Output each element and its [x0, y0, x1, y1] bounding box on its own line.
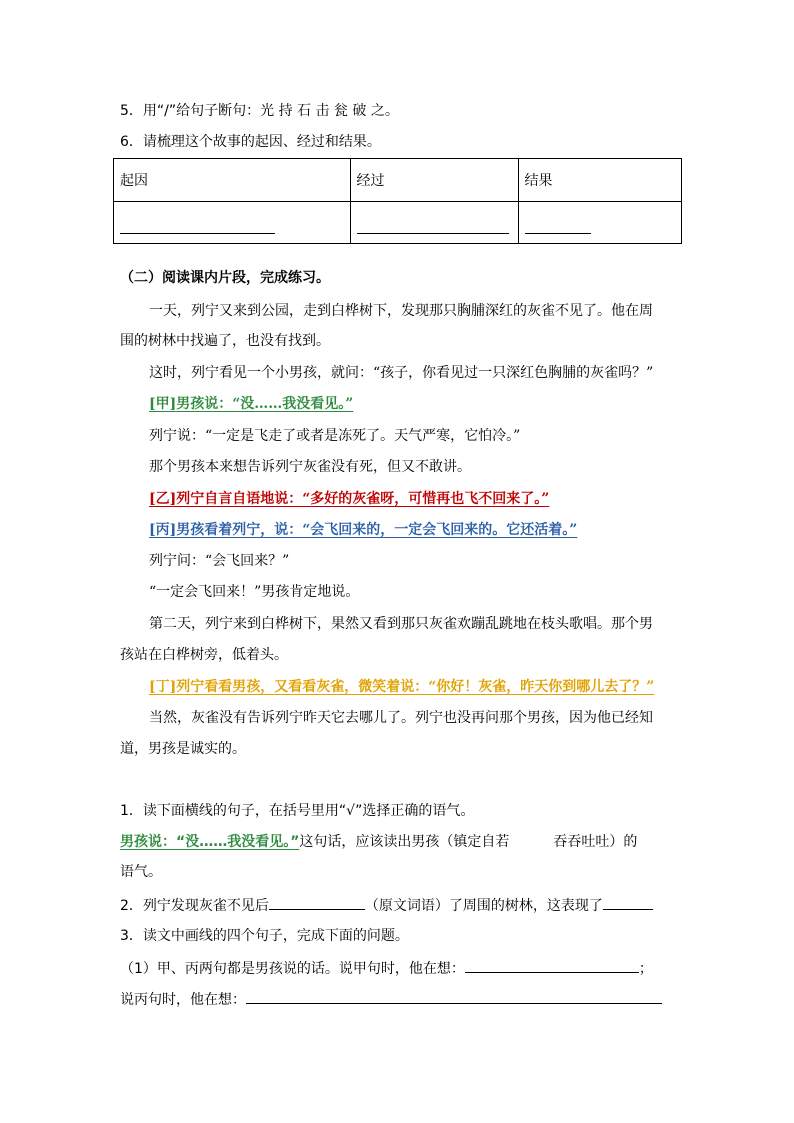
question-1-quote: 男孩说：“没……我没看见。” [120, 834, 300, 850]
question-3-1-end: ； [638, 961, 653, 977]
passage-p8-line2: 道，男孩是诚实的。 [120, 741, 246, 757]
sentence-bing: [丙]男孩看着列宁，说：“会飞回来的，一定会飞回来的。它还活着。” [149, 522, 578, 538]
passage-p4: 那个男孩本来想告诉列宁灰雀没有死，但又不敢讲。 [149, 459, 471, 475]
section-2-title: （二）阅读课内片段，完成练习。 [120, 270, 330, 286]
question-3-1-part-a: （1）甲、丙两句都是男孩说的话。说甲句时，他在想： [120, 961, 465, 977]
table-answer-result[interactable] [518, 202, 681, 244]
story-table [113, 158, 682, 244]
table-answer-process[interactable] [350, 202, 518, 244]
question-2-part-a: 2．列宁发现灰雀不见后 [120, 898, 269, 914]
passage-p2: 这时，列宁看见一个小男孩，就问：“孩子，你看见过一只深红色胸脯的灰雀吗？” [149, 365, 654, 381]
passage-p1-line1: 一天，列宁又来到公园，走到白桦树下，发现那只胸脯深红的灰雀不见了。他在周 [149, 303, 653, 319]
question-2-part-b: （原文词语）了周围的树林，这表现了 [364, 898, 603, 914]
question-1-option2: 吞吞吐吐）的 [553, 834, 638, 850]
question-2 [120, 894, 653, 916]
passage-p6: “一定会飞回来！”男孩肯定地说。 [149, 584, 360, 600]
question-3-1-blank-jia[interactable] [465, 957, 639, 973]
question-2-blank-2[interactable] [603, 894, 653, 910]
passage-p7-line2: 孩站在白桦树旁，低着头。 [120, 647, 288, 663]
passage-p7-line1: 第二天，列宁来到白桦树下，果然又看到那只灰雀欢蹦乱跳地在枝头歌唱。那个男 [149, 616, 653, 632]
question-3-1-blank-bing[interactable] [246, 988, 662, 1004]
question-2-blank-1[interactable] [269, 894, 365, 910]
passage-p1-line2: 围的树林中找遍了，也没有找到。 [120, 333, 330, 349]
question-3-1-line2 [120, 988, 662, 1010]
question-5: 5．用“/”给句子断句：光 持 石 击 瓮 破 之。 [120, 103, 399, 119]
question-3-1-part-b: 说丙句时，他在想： [120, 992, 246, 1008]
table-header-cause: 起因 [114, 159, 351, 202]
passage-p5: 列宁问：“会飞回来？” [149, 553, 290, 569]
question-6: 6．请梳理这个故事的起因、经过和结果。 [120, 134, 381, 150]
table-answer-cause[interactable] [114, 202, 351, 244]
sentence-ding: [丁]列宁看看男孩，又看看灰雀，微笑着说：“你好！灰雀，昨天你到哪儿去了？” [149, 679, 655, 695]
passage-p8-line1: 当然，灰雀没有告诉列宁昨天它去哪儿了。列宁也没再问那个男孩，因为他已经知 [149, 710, 653, 726]
sentence-jia: [甲]男孩说：“没……我没看见。” [149, 396, 354, 412]
question-3-title: 3．读文中画线的四个句子，完成下面的问题。 [120, 928, 409, 944]
question-1-rest: 这句话，应该读出男孩（镇定自若 [299, 834, 510, 850]
question-1-body [120, 832, 637, 852]
table-header-process: 经过 [350, 159, 518, 202]
passage-p3: 列宁说：“一定是飞走了或者是冻死了。天气严寒，它怕冷。” [149, 428, 521, 444]
question-1-title: 1．读下面横线的句子，在括号里用“√”选择正确的语气。 [120, 803, 475, 819]
sentence-yi: [乙]列宁自言自语地说：“多好的灰雀呀，可惜再也飞不回来了。” [149, 491, 550, 507]
question-1-line2: 语气。 [120, 864, 162, 880]
table-header-result: 结果 [518, 159, 681, 202]
question-3-1 [120, 957, 653, 979]
